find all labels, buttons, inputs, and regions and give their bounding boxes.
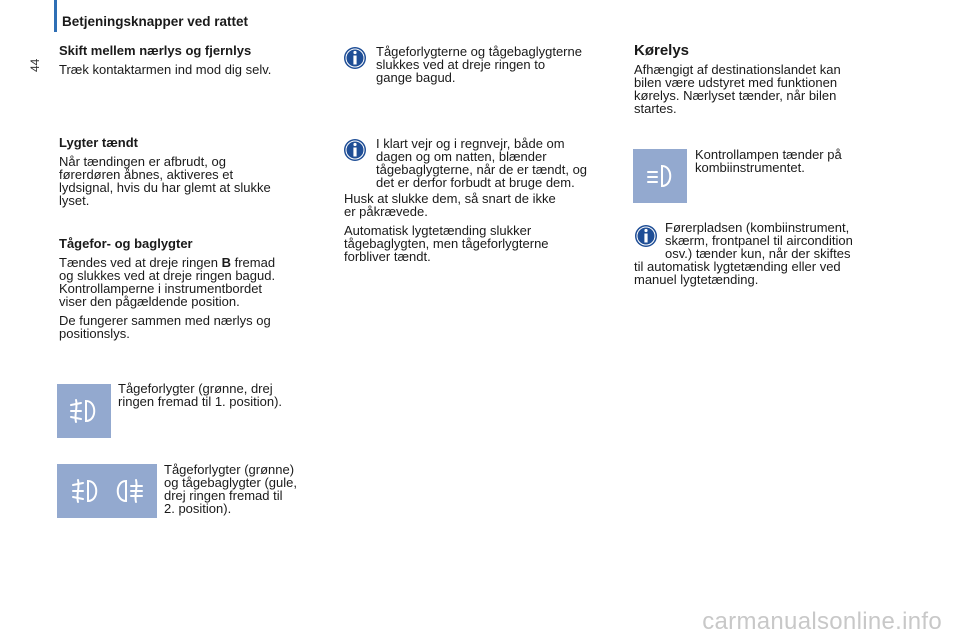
daytime-running-light-lamp: [633, 149, 687, 203]
text-line: kombiinstrumentet.: [695, 160, 805, 175]
text-line: viser den pågældende position.: [59, 294, 240, 309]
text-line: manuel lygtetænding.: [634, 272, 759, 287]
info-icon: [343, 46, 367, 70]
text-line: er påkrævede.: [344, 204, 428, 219]
text-line: det er derfor forbudt at bruge dem.: [376, 175, 575, 190]
text-line: Tågeforlygter (grønne): [164, 462, 295, 477]
text-line: osv.) tænder kun, når der skiftes: [665, 246, 851, 261]
text-line: tågebaglygten, men tågeforlygterne: [344, 236, 549, 251]
page-header-title: Betjeningsknapper ved rattet: [62, 14, 249, 29]
front-fog-light-lamp: [57, 384, 111, 438]
front-fog-light-icon: [67, 398, 101, 424]
text-line: startes.: [634, 101, 677, 116]
info-note-dashboard-lighting: [665, 221, 905, 260]
daytime-running-light-icon: [643, 163, 677, 189]
fog-usage-paragraphs: [344, 192, 624, 263]
page-number: 44: [28, 58, 42, 72]
text-line: kørelys. Nærlyset tænder, når bilen: [634, 88, 837, 103]
info-icon: [343, 138, 367, 162]
info-note-fog-glare: [376, 137, 621, 189]
text-line: lyset.: [59, 193, 90, 208]
text-line: I klart vejr og i regnvejr, både om: [376, 136, 565, 151]
text-line: De fungerer sammen med nærlys og: [59, 313, 271, 328]
header-accent-bar: [54, 0, 57, 32]
text-line: til automatisk lygtetænding eller ved: [634, 259, 841, 274]
text-line: Afhængigt af destinationslandet kan: [634, 62, 841, 77]
text-line: forbliver tændt.: [344, 249, 431, 264]
text-span: fremad: [231, 255, 276, 270]
info-note-fog-off: [376, 45, 621, 84]
text-line: og tågebaglygter (gule,: [164, 475, 297, 490]
info-note-continued: [634, 260, 909, 286]
text-line: førerdøren åbnes, aktiveres et: [59, 167, 234, 182]
text-line: slukkes ved at dreje ringen to: [376, 57, 546, 72]
section-title: Lygter tændt: [59, 135, 138, 150]
text-line: Tågeforlygterne og tågebaglygterne: [376, 44, 582, 59]
text-line: og slukkes ved at dreje ringen bagud.: [59, 268, 276, 283]
text-line: positionslys.: [59, 326, 130, 341]
section-title: Tågefor- og baglygter: [59, 236, 193, 251]
text-line: 2. position).: [164, 501, 232, 516]
text-line: drej ringen fremad til: [164, 488, 283, 503]
text-line: Når tændingen er afbrudt, og: [59, 154, 226, 169]
section-title: Skift mellem nærlys og fjernlys: [59, 43, 252, 58]
text-span: Tændes ved at dreje ringen: [59, 255, 222, 270]
paragraph: Træk kontaktarmen ind mod dig selv.: [59, 62, 272, 77]
text-line: skærm, frontpanel til aircondition: [665, 233, 853, 248]
text-line: Førerpladsen (kombiinstrument,: [665, 220, 850, 235]
section-title: Kørelys: [634, 42, 690, 59]
section-daytime-running-lights: [634, 44, 904, 115]
text-line: Husk at slukke dem, så snart de ikke: [344, 191, 556, 206]
text-line: lydsignal, hvis du har glemt at slukke: [59, 180, 271, 195]
section-lights-on: [59, 136, 329, 207]
text-line: dagen og om natten, blænder: [376, 149, 547, 164]
text-line: Tågeforlygter (grønne, drej: [118, 381, 273, 396]
front-fog-light-icon: [69, 478, 103, 504]
section-fog-lights: [59, 237, 329, 340]
fog-front-desc: [118, 382, 328, 408]
fog-front-rear-desc: [164, 463, 334, 515]
lamp-desc: [695, 148, 905, 174]
front-rear-fog-light-lamp: [57, 464, 157, 518]
watermark[interactable]: carmanualsonline.info: [702, 608, 942, 635]
ring-label: B: [221, 255, 231, 270]
text-line: Kontrollampen tænder på: [695, 147, 842, 162]
text-line: Kontrollamperne i instrumentbordet: [59, 281, 263, 296]
section-high-low-beam: [59, 44, 329, 82]
text-line: Automatisk lygtetænding slukker: [344, 223, 532, 238]
text-line: tågebaglygterne, når de er tændt, og: [376, 162, 588, 177]
info-icon: [634, 224, 658, 248]
rear-fog-light-icon: [111, 478, 145, 504]
text-line: bilen være udstyret med funktionen: [634, 75, 838, 90]
text-line: gange bagud.: [376, 70, 456, 85]
text-line: ringen fremad til 1. position).: [118, 394, 283, 409]
